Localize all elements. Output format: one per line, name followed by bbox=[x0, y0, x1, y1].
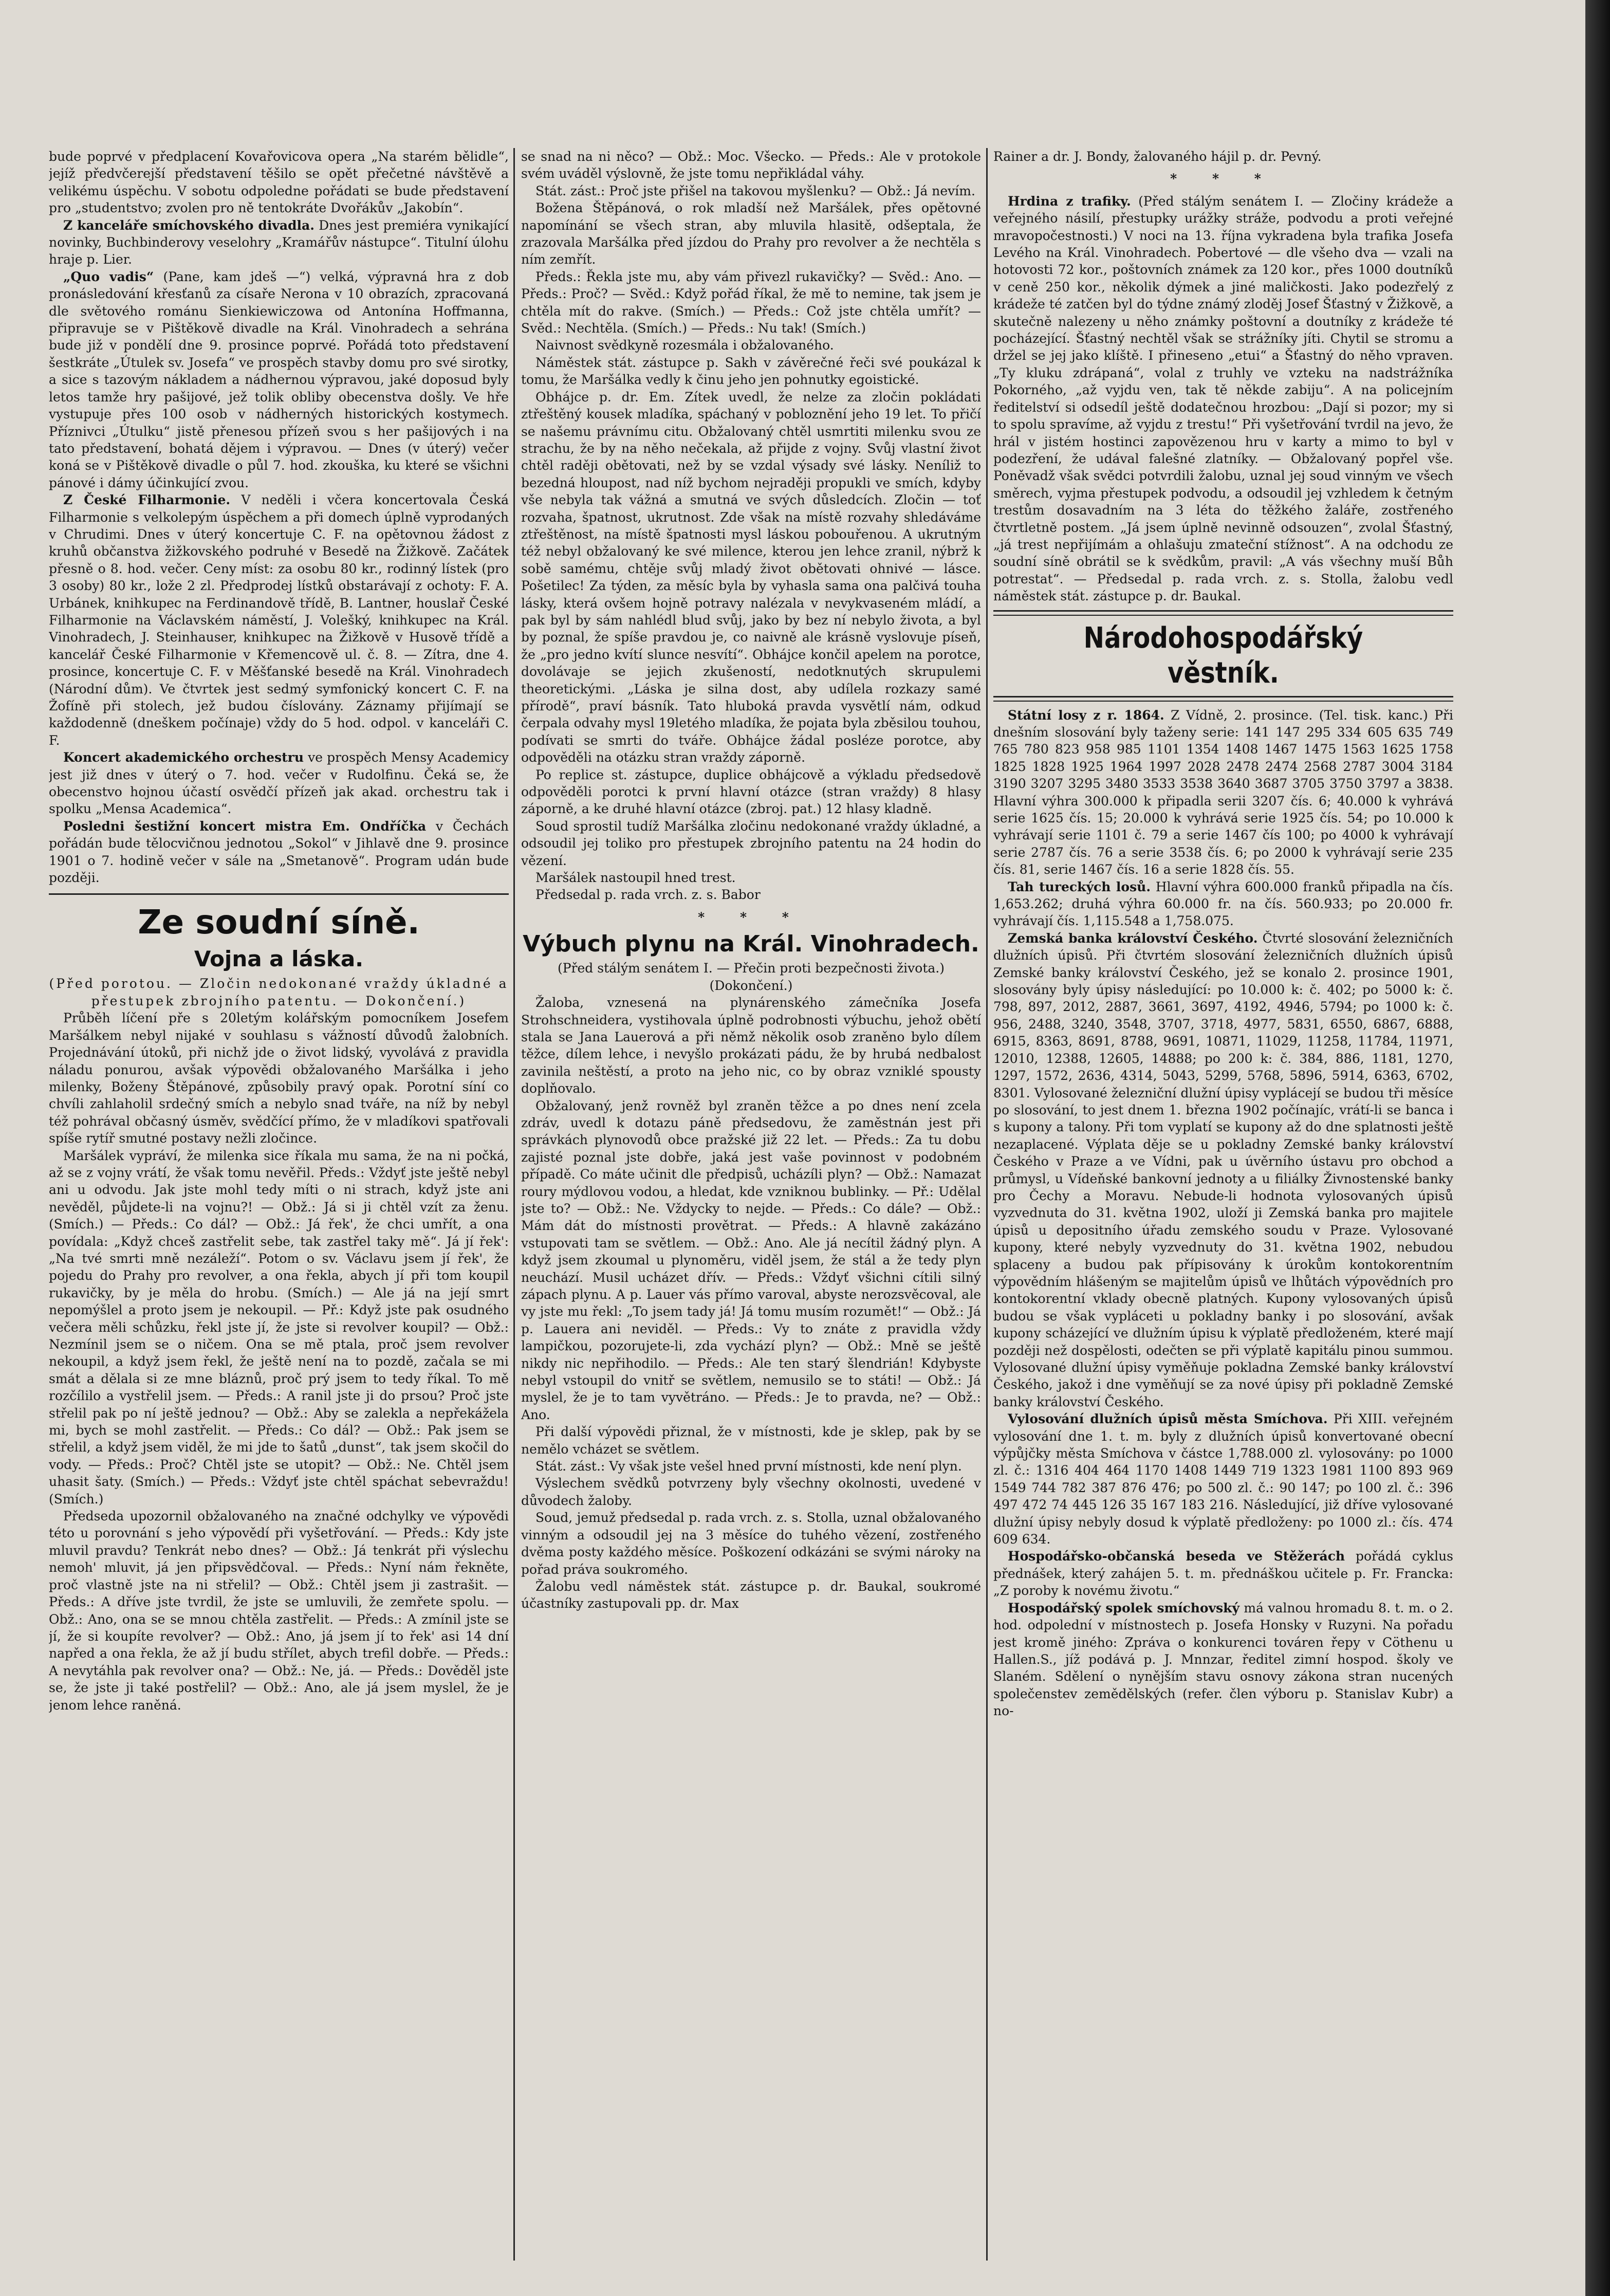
column-rule bbox=[513, 148, 515, 2261]
column-1 bbox=[49, 148, 509, 2276]
article-hospodarsky-spolek bbox=[993, 1600, 1453, 1720]
vojna-continued-5: Naivnost svědkyně rozesmála i obžalovaného. bbox=[535, 338, 834, 353]
hrdina-lead: Hrdina z trafiky. bbox=[1008, 193, 1131, 209]
vojna-continued-2: Stát. zást.: Proč jste přišel na takovou myšlenku? — Obž.: Já nevím. bbox=[535, 183, 975, 198]
article-zemska-banka bbox=[993, 930, 1453, 1410]
steze-body: pořádá cyklus přednášek, který zahájen 5. t. m. přednáškou učitele p. Fr. Francka: „Z poroby k novému životu.“ bbox=[993, 1549, 1453, 1599]
vybuch-paragraph-3: Při další výpovědi přiznal, že v místnosti, kde je sklep, pak by se nemělo vcházet se světlem. bbox=[521, 1424, 981, 1457]
smich-lead: Vylosování dlužních úpisů města Smíchova. bbox=[1008, 1411, 1328, 1427]
vojna-continued-3: Božena Štěpánová, o rok mladší než Maršálek, přes opětovné napomínání se všech stran, aby mluvila hlasitě, odšeptala, že zrazovala Maršálka před jízdou do Prahy pro revolver a že nechtěla s ním zemřít. bbox=[521, 200, 981, 267]
vojna-continued-1: se snad na ni něco? — Obž.: Moc. Všecko. — Předs.: Ale v protokole svém uváděl výslovně, že jste tomu nepřikládal váhy. bbox=[521, 149, 981, 181]
scan-edge bbox=[1585, 0, 1610, 2296]
vybuch-paragraph-7: Žalobu vedl náměstek stát. zástupce p. dr. Baukal, soukromé účastníky zastupovali pp. dr. Max bbox=[521, 1578, 981, 1611]
kancelar-lead: Z kanceláře smíchovského divadla. bbox=[63, 217, 314, 233]
smspol-lead: Hospodářský spolek smíchovský bbox=[1008, 1600, 1240, 1615]
vybuch-paragraph-2: Obžalovaný, jenž rovněž byl zraněn těžce a po dnes není zcela zdráv, uvedl k dotazu páně předsedovu, že zaměstnán jest při správkách plynovodů obce pražské již 22 let. — Předs.: Za tu dobu zajisté poznal jste dobře, jaká jest vaše povinnost v podobném případě. Co máte učinit dle předpisů, ucházíli plyn? — Obž.: Namazat roury mýdlovou vodou, a hledat, kde vzniknou bublinky. — Př.: Udělal jste to? — Obž.: Ne. Vždycky to nejde. — Předs.: Co dále? — Obž.: Mám dát do místnosti provětrat. — Předs.: A hlavně zakázáno vstupovati tam se světlem. — Obž.: Ano. Ale já necítil žádný plyn. A když jsem zkoumal u plynoměru, viděl jsem, že stál a že tedy plyn neuchází. Musil ucházet dřív. — Předs.: Vždyť všichni cítili silný zápach plynu. A p. Lauer vás přímo varoval, abyste nerozsvěcoval, ale vy jste mu řekl: „To jsem tady já! Já tomu musím rozumět!“ — Obž.: Já p. Lauera ani neviděl. — Předs.: Vy to znáte z pravidla vždy lampičkou, pozorujete-li, zda vychází plyn? — Obž.: Mně se ještě nikdy nic nepřihodilo. — Předs.: Ale ten starý šlendrián! Kdybyste nebyl vstoupil do vnitř se světlem, nemusilo se to státi! — Obž.: Já myslel, že je to tam vyvětráno. — Předs.: Je to pravda, ne? — Obž.: Ano. bbox=[521, 1098, 981, 1422]
article-title-vybuch: Výbuch plynu na Král. Vinohradech. bbox=[523, 931, 979, 958]
vybuch-paragraph-6: Soud, jemuž předsedal p. rada vrch. z. s. Stolla, uznal obžalovaného vinným a odsoudil jej na 3 měsíce do tuhého vězení, zostřeného dvěma posty každého měsíce. Poškození odkázáni se svými nároky na pořad práva soukromého. bbox=[521, 1510, 981, 1577]
separator-stars: * * * bbox=[1170, 171, 1276, 187]
ondr-lead: Posledni šestižní koncert mistra Em. Ondříčka bbox=[63, 818, 427, 834]
kancelar-body: Dnes jest premiéra vynikající novinky, Buchbinderovy veselohry „Kramářův nástupce“. Titulní úlohu hraje p. Lier. bbox=[49, 217, 509, 267]
article-hrdina-z-trafiky bbox=[993, 193, 1453, 605]
vojna-paragraph-2: Maršálek vypráví, že milenka sice říkala mu sama, že na ni počká, až se z vojny vrátí, že však tomu nevěřil. Předs.: Vždyť jste ještě nebyl ani u odvodu. Jak jste mohl tedy míti o ni strach, když jste ani nevěděl, půjdete-li na vojnu?! — Obž.: Já si ji chtěl vzít za ženu. (Smích.) — Předs.: Co dál? — Obž.: Já řek', že chci umřít, a ona povídala: „Když chceš zastřelit sebe, tak zastřel taky mě“. Já jí řek': „Na tvé smrti mně nezáleží“. Potom o sv. Václavu jsem jí řek', že pojedu do Prahy pro revolver, a ona řekla, abych jí při tom koupil rukavičky, by je měla do hrobu. (Smích.) — Ale já na její smrt nepomýšlel a proto jsem je nekoupil. — Př.: Když jste pak osudného večera měli schůzku, řekl jste jí, že jste si revolver koupil? — Obž.: Nezmínil jsem se o ničem. Ona se mě ptala, proč jsem revolver nekoupil, a když jsem řekl, že ještě není na to pozdě, začala se mi smát a dělala si ze mne bláznů, proč prý jsem to tedy říkal. To mě rozčílilo a vystřelil jsem. — Předs.: A ranil jste ji do prsou? Proč jste střelil pak po ní ještě jednou? — Obž.: Aby se zalekla a nepřekážela mi, bych se mohl zastřelit. — Předs.: Co dál? — Obž.: Pak jsem se střelil, a když jsem viděl, že mi jde to šatů „dunst“, tak jsem skočil do vody. — Předs.: Proč? Chtěl jste se utopit? — Obž.: Ne. Chtěl jsem uhasit šaty. (Smích.) — Předs.: Vždyť jste chtěl spáchat sebevraždu! (Smích.) bbox=[49, 1148, 509, 1507]
article-turecke-losy bbox=[993, 878, 1453, 930]
separator-stars: * * * bbox=[698, 909, 804, 925]
column-2 bbox=[521, 148, 981, 2276]
article-statni-losy bbox=[993, 707, 1453, 878]
zem-body: Čtvrté slosování železničních dlužních úpisů. Při čtvrtém slosování železničních dlužních úpisů Zemské banky království Českého, jež se konalo 2. prosince 1901, slosovány byly úpisy následující: po 10.000 k: č. 402; po 5000 k: č. 798, 897, 2012, 2887, 3661, 3697, 4192, 4946, 5794; po 1000 k: č. 956, 2488, 3240, 3548, 3707, 3718, 4977, 5831, 6550, 6867, 6888, 6915, 8363, 8691, 8788, 9691, 10871, 11029, 11258, 11784, 11971, 12010, 12388, 12605, 14888; po 200 k: č. 384, 886, 1181, 1270, 1297, 1572, 2636, 4314, 5043, 5299, 5768, 5896, 5914, 6363, 6702, 8301. Vylosované železniční dlužní úpisy vyplácejí se budou tři měsíce po slosování, to jest dnem 1. března 1902 počínajíc, vrátí-li se banca i s kupony a talony. Při tom vyplatí se kupony až do dne splatnosti ještě nezaplacené. Výplata děje se u pokladny Zemské banky království Českého v Praze a ve Vídni, pak u úvěrního ústavu pro obchod a průmysl, u Vídeňské bankovní jednoty a u filiálky Živnostenské banky pro Čechy a Moravu. Nebude-li hodnota vylosovaných úpisů vyzvednuta do 31. května 1902, uloží ji Zemská banka pro majitele úpisů u depositního úřadu zemského soudu v Praze. Vylosované kupony, které nebyly vyzvednuty do 31. května 1902, nebudou splaceny a budou pak přípisovány k úrokům kontokorentním výpovědním hlášeným se majitelům úpisů ve lhůtách výpovědních pro kontokorentní vklady obecně platných. Kupony vylosovaných úpisů budou se však vypláceti u pokladny banky i po slosování, avšak kupony scházející ve dlužním úpisu k výplatě předloženém, které mají později než dospělosti, odečten se při výplatě kapitálu pinou summou. Vylosované dlužní úpisy vyměňuje pokladna Zemské banky království Českého, jakož i dne vyměňují se za nové úpisy při pokladně Zemské banky království Českého. bbox=[993, 930, 1453, 1409]
los-body: Z Vídně, 2. prosince. (Tel. tisk. kanc.) Při dnešním slosování byly taženy serie: 141 147 295 334 605 635 749 765 780 823 958 985 1101 1354 1408 1467 1475 1563 1625 1758 1825 1828 1925 1964 1997 2028 2478 2474 2568 2787 3004 3184 3190 3207 3295 3480 3533 3538 3640 3687 3705 3750 3797 a 3838. Hlavní výhra 300.000 k připadla serii 3207 čís. 6; 40.000 k vyhrává serie 1625 čís. 15; 20.000 k vyhrává serie 1925 čís. 54; po 10.000 k vyhrávají serie 1101 č. 79 a serie 1467 čís 100; po 4000 k vyhrávají serie 2787 čís. 76 a serie 3538 čís. 6; po 2000 k vyhrávají serie 235 čís. 81, serie 1467 čís. 16 a serie 1828 čís. 55. bbox=[993, 707, 1453, 877]
article-kancelar bbox=[49, 217, 509, 268]
akad-lead: Koncert akademického orchestru bbox=[63, 750, 304, 765]
zem-lead: Zemská banka království Českého. bbox=[1008, 930, 1258, 946]
steze-lead: Hospodářsko-občanská beseda ve Stěžerách bbox=[1008, 1549, 1345, 1564]
article-filharmonie bbox=[49, 491, 509, 749]
section-divider bbox=[49, 893, 509, 895]
article-ondricek bbox=[49, 818, 509, 887]
article-title-vojna-a-laska: Vojna a láska. bbox=[194, 946, 364, 972]
vojna-continued-9: Soud sprostil tudíž Maršálka zločinu nedokonané vraždy úkladné, a odsoudil jej toliko pro přestupek zbrojního patentu na 24 hodin do vězení. bbox=[521, 818, 981, 868]
vybuch-paragraph-4: Stát. zást.: Vy však jste vešel hned první místnosti, kde není plyn. bbox=[535, 1459, 962, 1474]
smspol-body: má valnou hromadu 8. t. m. o 2. hod. odpolední v místnostech p. Josefa Honsky v Ruzyni. Na pořadu jest kromě jiného: Zpráva o konkurenci továren řepy v Cöthenu u Hallen.S., jíž podává p. J. Mnnzar, ředitel zimní hospod. školy ve Slaném. Sdělení o nynějším stavu osnovy zákona stran nucených společenstev zemědělských (refer. člen výboru p. Stanislav Kubr) a no- bbox=[993, 1600, 1453, 1719]
section-heading-narodohospodarsky-vestnik: Národohospodářský věstník. bbox=[1083, 621, 1363, 690]
quo-body: (Pane, kam jdeš —“) velká, výpravná hra z dob pronásledování křesťanů za císaře Nerona v 10 obrazích, zpracovaná dle světového románu Sienkiewiczowa od Antonína Hoffmanna, připravuje se v Pištěkově divadle na Král. Vinohradech a sehrána bude již v pondělí dne 9. prosince poprvé. Pořádá toto představení šestkráte „Útulek sv. Josefa“ ve prospěch stavby domu pro své sirotky, a sice s tazovým nákladem a nádhernou výpravou, jaké doposud byly letos tamže hry pašijové, jež tolik obliby obecenstva došly. Ve hře vystupuje přes 100 osob v nádherných historických kostymech. Příznivci „Útulku“ jistě přenesou přízeň svou s her pašijových i na tato představení, bohatá dějem i výpravou. — Dnes (v úterý) večer koná se v Pištěkově divadle o půl 7. hod. zkouška, ku které se všichni pánové i dámy účinkující zvou. bbox=[49, 269, 509, 490]
tah-lead: Tah tureckých losů. bbox=[1008, 879, 1151, 894]
article-subtitle-vybuch: (Před stálým senátem I. — Přečin proti bezpečnosti života.) bbox=[557, 961, 945, 976]
article-subtitle-vojna: (Před porotou. — Zločin nedokonané vraždy úkladné a přestupek zbrojního patentu. — Dokončení.) bbox=[49, 976, 509, 1008]
vojna-continued-10: Maršálek nastoupil hned trest. bbox=[535, 870, 736, 886]
section-heading-soudni-sine: Ze soudní síně. bbox=[138, 904, 420, 942]
vojna-continued-4: Předs.: Řekla jste mu, aby vám přivezl rukavičky? — Svěd.: Ano. — Předs.: Proč? — Svěd.: Když pořád říkal, že mě to nemine, tak jsem je chtěla mít do rakve. (Smích.) — Předs.: Což jste chtěla umřít? — Svěd.: Nechtěla. (Smích.) — Předs.: Nu tak! (Smích.) bbox=[521, 269, 981, 336]
vybuch-continued: Rainer a dr. J. Bondy, žalovaného hájil p. dr. Pevný. bbox=[993, 149, 1322, 164]
column-rule bbox=[986, 148, 988, 2261]
akad-body: ve prospěch Mensy Academicy jest již dnes v úterý o 7. hod. večer v Rudolfinu. Čeká se, že obecenstvo hojnou účastí osvědčí přízeň jak akad. orchestru tak i spolku „Mensa Academica“. bbox=[49, 750, 509, 817]
article-opera: bude poprvé v předplacení Kovařovicova opera „Na starém bělidle“, jejíž předvčerejší představení těšilo se opět přečetné návštěvě a velikému úspěchu. V sobotu odpoledne pořádati se bude představení pro „studentstvo; zvolen pro ně tentokráte Dvořákův „Jakobín“. bbox=[49, 149, 509, 216]
tah-body: Hlavní výhra 600.000 franků připadla na čís. 1,653.262; druhá výhra 60.000 fr. na čís. 560.933; po 20.000 fr. vyhrávají čís. 1,115.548 a 1,758.075. bbox=[993, 879, 1453, 929]
ondr-body: v Čechách pořádán bude tělocvičnou jednotou „Sokol“ v Jihlavě dne 9. prosince 1901 o 7. hodině večer v sále na „Smetanově“. Program udán bude později. bbox=[49, 818, 509, 886]
article-smichov-upisy bbox=[993, 1410, 1453, 1548]
article-quo-vadis bbox=[49, 268, 509, 491]
vybuch-paragraph-1: Žaloba, vznesená na plynárenského zámečníka Josefa Strohschneidera, vystihovala úplně podrobnosti výbuchu, jehož obětí stala se Jana Lauerová a při němž několik osob zraněno bylo dílem těžce, dílem lehce, i nevyšlo prokázati pádu, že by hrubá nedbalost zavinila neštěstí, a proto na jeho nic, co by obraz vzniklé spousty doplňovalo. bbox=[521, 995, 981, 1096]
vojna-paragraph-3: Předseda upozornil obžalovaného na značné odchylky ve výpovědi této u porovnání s jeho výpovědí při vyšetřování. — Předs.: Kdy jste mluvil pravdu? Tenkrát nebo dnes? — Obž.: Já tenkrát při výslechu nemoh' mluvit, já jen připsvědčoval. — Předs.: Nyní nám řekněte, proč vlastně jste na ni střelil? — Obž.: Chtěl jsem ji zastrašit. — Předs.: A dříve jste tvrdil, že jste se umluvili, že zemřete spolu. — Obž.: Ano, ona se se mnou chtěla zastřelit. — Předs.: A zmínil jste se jí, že si koupíte revolver? — Obž.: Ano, já jsem jí to řek' asi 14 dní napřed a ona řekla, že až jí budu střílet, abych trefil dobře. — Předs.: A nevytáhla pak revolver ona? — Obž.: Ne, já. — Předs.: Dověděl jste se, že jste ji také postřelil? — Obž.: Ano, ale já jsem myslel, že je jenom lehce raněná. bbox=[49, 1509, 509, 1713]
vojna-paragraph-1: Průběh líčení pře s 20letým kolářským pomocníkem Josefem Maršálkem nebyl nijaké v souhlasu s vážností důvodů žalobních. Projednávání útoků, při nichž jde o život lidský, vyvolává z pravidla náladu ponurou, avšak výpovědi obžalovaného Maršálka i jeho milenky, Boženy Štěpánové, způsobily pravý opak. Porotní síní co chvíli zahlaholil srdečný smích a nebylo snad tváře, na níž by nebyl též pohrával občasný úsměv, svědčící přímo, že v mladíkovi spatřovali spíše rytíř smutné postavy nežli zločince. bbox=[49, 1011, 509, 1146]
section-divider bbox=[993, 696, 1453, 702]
section-divider bbox=[993, 610, 1453, 616]
smich-body: Při XIII. veřejném vylosování dne 1. t. m. byly z dlužních úpisů konvertované obecní výpůjčky města Smíchova v částce 1,788.000 zl. vylosovány: po 1000 zl. č.: 1316 404 464 1170 1408 1449 719 1323 1981 1100 893 969 1549 744 782 387 876 476; po 500 zl. č.: 90 147; po 100 zl. č.: 396 497 472 74 445 126 35 167 183 216. Následující, již dříve vylosované dlužní úpisy nebyly dosud k výplatě předloženy: po 1000 zl.: čís. 474 609 634. bbox=[993, 1411, 1453, 1547]
vojna-continued-7: Obhájce p. dr. Em. Zítek uvedl, že nelze za zločin pokládati ztřeštěný kousek mladíka, spáchaný v pobloznění jeho 19 let. To přičí se našemu právnímu citu. Obžalovaný chtěl usmrtiti milenku svou ze strachu, že by na něho nečekala, až přijde z vojny. Svůj vlastní život chtěl raději obětovati, než by se vzdal výsady své lásky. Neníliž to bezedná hloupost, nad níž bychom nejraději propukli ve smích, kdyby vše nebyla tak vážná a smutná ve svých důsledcích. Zločin — toť rozvaha, špatnost, ukrutnost. Zde však na místě rozvahy shledáváme ztřeštěnost, na místě špatnosti mysl láskou pobouřenou. A ukrutným též nebyl obžalovaný ke své milence, kterou jen lehce zranil, nýbrž k sobě samému, chtěje svůj mladý život obětovati ohnivé — lásce. Pošetilec! Za týden, za měsíc byla by vyhasla sama ona palčivá touha lásky, která ovšem hojně potravy nalézala v nevykvaseném mládí, a pak byl by sám nahlédl blud svůj, jako by bez ní nebylo života, a byl by poznal, že spíše pravdou je, co naivně ale krásně vyslovuje píseň, že „pro jedno kvítí slunce nesvítí“. Obhájce končil apelem na porotce, dovolávaje se jejich zkušeností, nedotknutých skrupulemi theoretickými. „Láska je silna dost, aby udílela rozkazy samé přírodě“, praví básník. Tato hluboká pravda vysvětlí nám, odkud čerpala odvahy mysl 19letého mladíka, že pojata byla zběsilou touhou, podívati se smrti do tváře. Obhájce žádal posléze porotce, aby odpověděli na otázku stran vraždy záporně. bbox=[521, 389, 981, 765]
article-akademicky-orchestr bbox=[49, 749, 509, 818]
vojna-continued-11: Předsedal p. rada vrch. z. s. Babor bbox=[535, 887, 761, 903]
hrdina-body: (Před stálým senátem I. — Zločiny krádeže a veřejného násilí, přestupky urážky stráže, podvodu a proti veřejné mravopočestnosti.) V noci na 13. října vykradena byla trafika Josefa Levého na Král. Vinohradech. Pobertové — dle všeho dva — vzali na hotovosti 72 kor., poštovních známek za 120 kor., přes 1000 doutníků v ceně 250 kor., několik dýmek a jiné maličkosti. Jako podezřelý z krádeže té zatčen byl do týdne známý zloděj Josef Šťastný v Žižkově, a skutečně nalezeny u něho známky poštovní a doutníky z krádeže té pocházející. Šťastný nechtěl však se strážníky jíti. Chytil se stromu a držel se jej jako klíště. I přineseno „etui“ a Šťastný do něho vpraven. „Ty kluku zdrápaná“, volal z truhly ve vzteku na nadstrážníka Pokorného, „až vyjdu ven, tak tě někde zabiju“. A na policejním ředitelství si odsedíl ještě dodatečnou hrozbou: „Dají si pozor; my si to spolu spravíme, až vyjdu z trestu!“ Při vyšetřování tvrdil na jevo, že hrál v jistém hostinci zapovězenou hru v karty a mimo to byl v podezření, že udával falešné zlatníky. — Obžalovaný popřel vše. Poněvadž však svědci potvrdili žalobu, uznal jej soud vinným ve všech směrech, vyjma přestupek podvodu, a odsoudil jej vzhledem k četným trestům dosavadním na 3 léta do těžkého žaláře, zostřeného čtvrtletně postem. „Já jsem úplně nevinně odsouzen“, zvolal Šťastný, „já trest nepřijímám a ohlašuju zmateční stížnost“. A na odchodu ze soudní síně obrátil se k svědkům, pravil: „A vás všechny muší Bůh potrestat“. — Předsedal p. rada vrch. z. s. Stolla, žalobu vedl náměstek stát. zástupce p. dr. Baukal. bbox=[993, 193, 1453, 604]
los-lead: Státní losy z r. 1864. bbox=[1008, 707, 1164, 723]
vybuch-paragraph-5: Výslechem svědků potvrzeny byly všechny okolnosti, uvedené v důvodech žaloby. bbox=[521, 1476, 981, 1508]
article-subtitle-vybuch-2: (Dokončení.) bbox=[709, 978, 793, 993]
vojna-continued-6: Náměstek stát. zástupce p. Sakh v závěrečné řeči své poukázal k tomu, že Maršálka vedly k činu jeho jen pohnutky egoistické. bbox=[521, 355, 981, 388]
filh-body: V neděli i včera koncertovala Česká Filharmonie s velkolepým úspěchem a při domech úplně vyprodaných v Chrudimi. Dnes v úterý koncertuje C. F. na opětovnou žádost z kruhů občanstva žižkovského podruhé v Besedě na Žižkově. Začátek přesně o 8. hod. večer. Ceny míst: za osobu 80 kr., rodinný lístek (pro 3 osoby) 80 kr., lože 2 zl. Předprodej lístků obstarávají z ochoty: F. A. Urbánek, knihkupec na Ferdinandově třídě, B. Lantner, houslař České Filharmonie na Václavském náměstí, J. Volešký, knihkupec na Král. Vinohradech, J. Steinhauser, knihkupec na Žižkově v Husově třídě a kancelář České Filharmonie v Křemencově ul. č. 8. — Zítra, dne 4. prosince, koncertuje C. F. v Měšťanské besedě na Král. Vinohradech (Národní dům). Ve čtvrtek jest sedmý symfonický koncert C. F. na Žofíně při stolech, jež budou číslovány. Záznamy přijímají se každodenně (dneškem počínaje) vždy do 5 hod. odpol. v kanceláři C. F. bbox=[49, 492, 509, 748]
vojna-continued-8: Po replice st. zástupce, duplice obhájcově a výkladu předsedově odpověděli porotci k první hlavní otázce (stran vraždy) 8 hlasy záporně, a ke druhé hlavní otázce (zbroj. pat.) 12 hlasy kladně. bbox=[521, 767, 981, 817]
quo-lead: „Quo vadis“ bbox=[63, 269, 154, 284]
filh-lead: Z České Filharmonie. bbox=[63, 492, 231, 508]
article-stezery-beseda bbox=[993, 1548, 1453, 1599]
column-3 bbox=[993, 148, 1453, 2276]
